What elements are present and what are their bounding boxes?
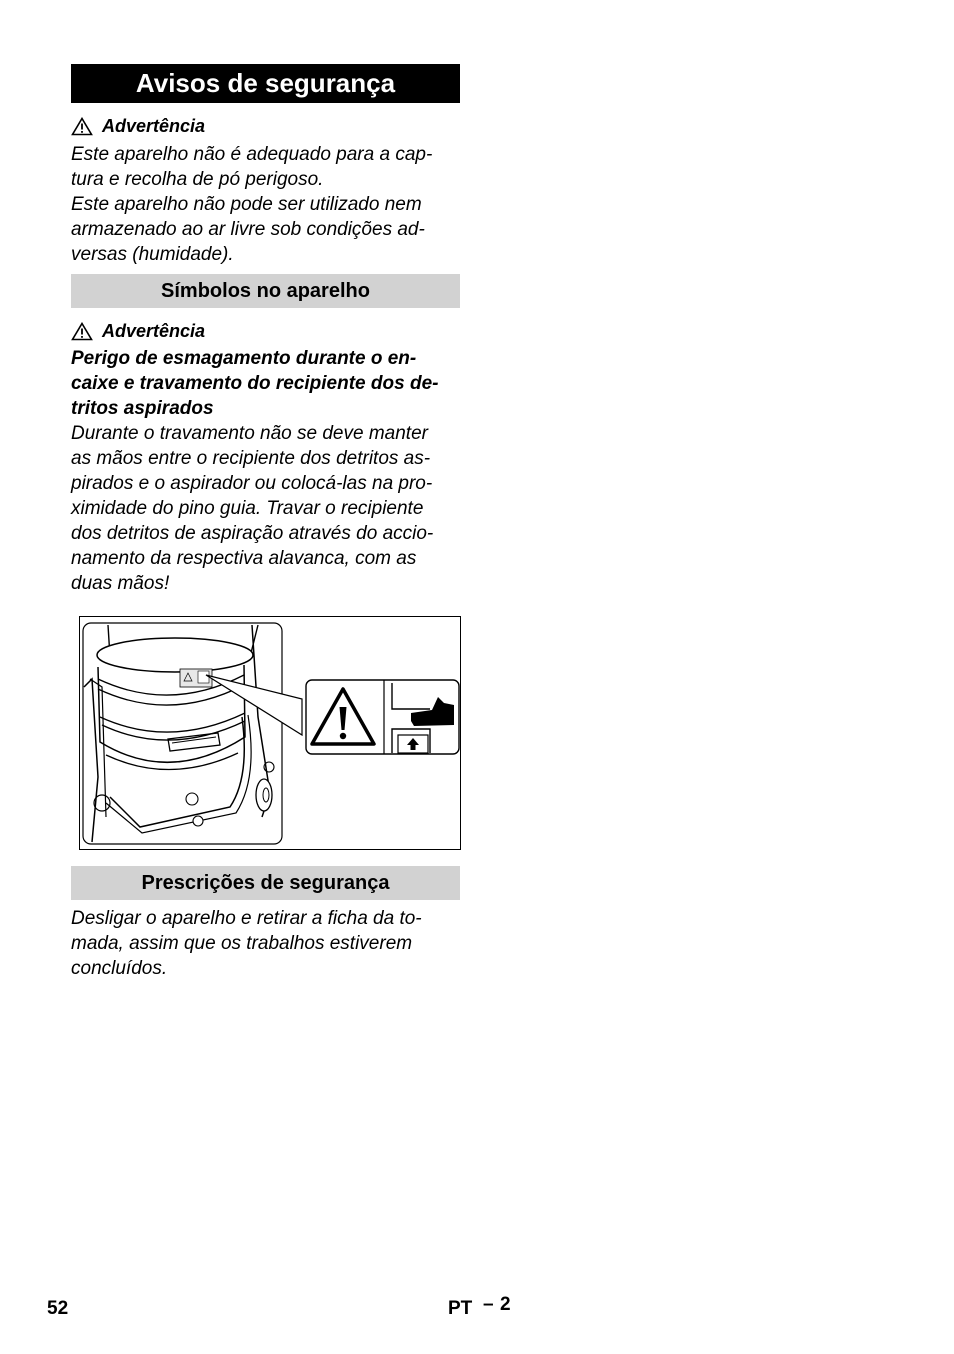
- language-code: PT: [448, 1298, 473, 1319]
- text-line: duas mãos!: [71, 573, 170, 594]
- warning-heading: [71, 114, 205, 138]
- warning-label: Advertência: [102, 115, 206, 136]
- text-line: mada, assim que os trabalhos estiverem: [71, 933, 413, 954]
- text-line: versas (humidade).: [71, 244, 234, 265]
- text-line: armazenado ao ar livre sob condições ad-: [71, 219, 425, 240]
- sub-page-number: 2: [500, 1294, 511, 1315]
- text-line: Este aparelho não é adequado para a cap-: [71, 144, 433, 165]
- footer-dash: –: [483, 1294, 494, 1315]
- text-line: ximidade do pino guia. Travar o recipiente: [71, 498, 424, 519]
- text-line: as mãos entre o recipiente dos detritos as-: [71, 448, 431, 469]
- crush-hazard-illustration: [79, 616, 461, 850]
- section-heading-symbols: Símbolos no aparelho: [71, 274, 460, 308]
- text-line: concluídos.: [71, 958, 168, 979]
- text-line: namento da respectiva alavanca, com as: [71, 548, 417, 569]
- warning-triangle-icon: [71, 117, 93, 136]
- vacuum-container-drawing: [80, 617, 460, 849]
- page-title: Avisos de segurança: [71, 64, 460, 103]
- text-line: Durante o travamento não se deve manter: [71, 423, 428, 444]
- text-line: pirados e o aspirador ou colocá-las na pro-: [71, 473, 433, 494]
- text-line: Desligar o aparelho e retirar a ficha da to-: [71, 908, 422, 929]
- warning-heading: [71, 319, 205, 343]
- text-line: tura e recolha de pó perigoso.: [71, 169, 324, 190]
- warning-bold-line: Perigo de esmagamento durante o en-: [71, 348, 417, 369]
- warning-bold-line: tritos aspirados: [71, 398, 214, 419]
- section-heading-rules: Prescrições de segurança: [71, 866, 460, 900]
- warning-label: Advertência: [102, 320, 206, 341]
- warning-triangle-icon: [71, 322, 93, 341]
- text-line: Este aparelho não pode ser utilizado nem: [71, 194, 422, 215]
- warning-bold-line: caixe e travamento do recipiente dos de-: [71, 373, 439, 394]
- text-line: dos detritos de aspiração através do accio-: [71, 523, 434, 544]
- page-number: 52: [47, 1298, 69, 1319]
